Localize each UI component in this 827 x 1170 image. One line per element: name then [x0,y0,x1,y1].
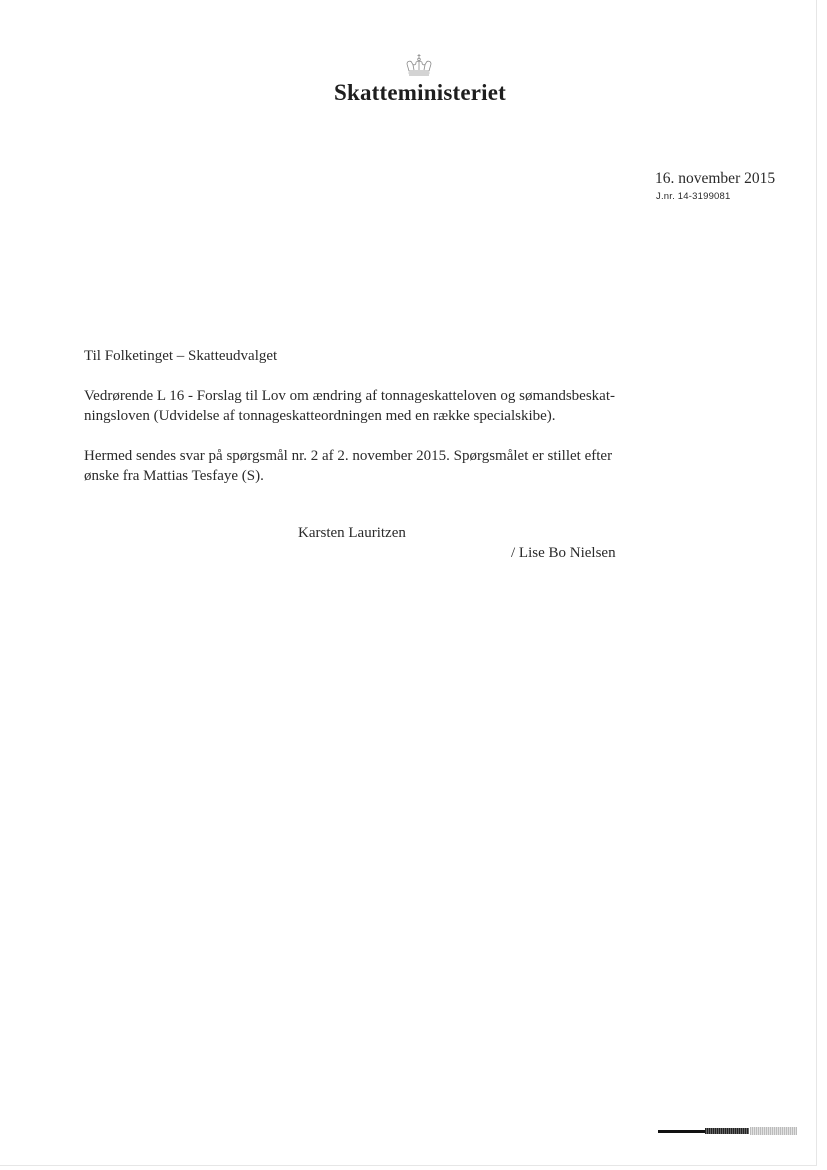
subject-line-2: ningsloven (Udvidelse af tonnageskatteordningen med en række specialskibe). [84,408,556,424]
barcode-dark-segment [705,1128,749,1134]
journal-number: J.nr. 14-3199081 [656,191,731,202]
ministry-name: Skatteministeriet [333,80,507,105]
barcode-light-segment [750,1127,797,1135]
subject-paragraph [84,386,629,426]
barcode-solid-segment [658,1130,706,1133]
body-line-1: Hermed sendes svar på spørgsmål nr. 2 af 2. november 2015. Spørgsmålet er stillet efter [84,448,613,464]
document-barcode [658,1127,798,1135]
signature-minister: Karsten Lauritzen [298,525,406,541]
signature-official: / Lise Bo Nielsen [511,545,616,561]
letter-date: 16. november 2015 [655,170,776,187]
body-line-2: ønske fra Mattias Tesfaye (S). [84,468,264,484]
royal-crown-icon [402,52,436,78]
recipient-line: Til Folketinget – Skatteudvalget [84,348,278,364]
subject-line-1: Vedrørende L 16 - Forslag til Lov om ændring af tonnageskatteloven og sømandsbeskat- [84,388,615,404]
body-paragraph [84,446,629,486]
